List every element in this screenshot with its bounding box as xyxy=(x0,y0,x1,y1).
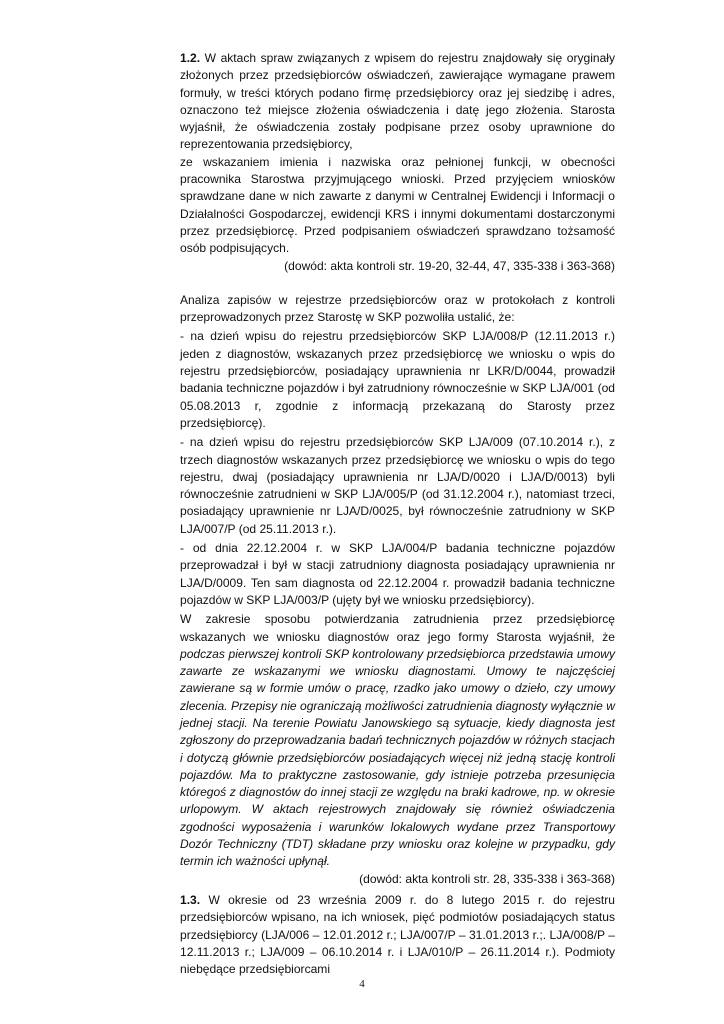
evidence-note: (dowód: akta kontroli str. 19-20, 32-44, 47, 335-338 i 363-368) xyxy=(284,258,615,273)
analysis-bullet: - na dzień wpisu do rejestru przedsiębiorców SKP LJA/009 (07.10.2014 r.), z trzech diagnostów wskazanych przez przedsiębiorcę we wniosku o wpis do tego rejestru, dwaj (posiadający uprawnienia nr LJA/D/0020 i LJA/D/0013) byli równocześnie zatrudnieni w SKP LJA/005/P (od 31.12.2004 r.), natomiast trzeci, posiadający uprawnienie nr LJA/D/0025, był równocześnie zatrudniony w SKP LJA/007/P (od 25.11.2013 r.). xyxy=(180,435,615,536)
section-1-2-continuation: ze wskazaniem imienia i nazwiska oraz pełnionej funkcji, w obecności pracownika Starostwa przyjmującego wnioski. Przed przyjęciem wniosków sprawdzane dane w nich zawarte z danymi w Centralnej Ewidencji i Informacji o Działalności Gospodarczej, ewidencji KRS i innymi dokumentami dostarczonymi przez przedsiębiorcę. Przed podpisaniem oświadczeń sprawdzano tożsamość osób podpisujących. xyxy=(180,154,615,256)
analysis-bullet: - na dzień wpisu do rejestru przedsiębiorców SKP LJA/008/P (12.11.2013 r.) jeden z diagnostów, wskazanych przez przedsiębiorcę we wniosku o wpis do rejestru przedsiębiorców, posiadający uprawnienia nr LKR/D/0044, prowadził badania techniczne pojazdów i był zatrudniony równocześnie w SKP LJA/001 (od 05.08.2013 r, zgodnie z informacją przekazaną do Starosty przez przedsiębiorcę). xyxy=(180,329,615,430)
section-1-3-paragraph xyxy=(180,892,615,978)
starosta-quote: podczas pierwszej kontroli SKP kontrolowany przedsiębiorca przedstawia umowy zawarte ze wskazanymi we wniosku diagnostami. Umowy te najczęściej zawierane są w formie umów o pracę, rzadko jako umowy o dzieło, czy umowy zlecenia. Przepisy nie ograniczają możliwości zatrudnienia diagnosty wyłącznie w jednej stacji. Na terenie Powiatu Janowskiego są sytuacje, kiedy diagnosta jest zgłoszony do przeprowadzania badań technicznych pojazdów w różnych stacjach i dotyczą głównie przedsiębiorców posiadających więcej niż jedną stację kontroli pojazdów. Ma to praktyczne zastosowanie, gdy istnieje potrzeba przesunięcia któregoś z diagnostów do innej stacji ze względu na braki kadrowe, np. w okresie urlopowym. W aktach rejestrowych znajdowały się również oświadczenia zgodności wyposażenia i warunków lokalowych wydane przez Transportowy Dozór Techniczny (TDT) składane przy wniosku oraz kolejne w przypadku, gdy termin ich ważności upłynął. xyxy=(180,646,615,869)
section-number: 1.2. xyxy=(180,51,201,65)
section-text: W aktach spraw związanych z wpisem do rejestru znajdowały się oryginały złożonych przez przedsiębiorców oświadczeń, zawierające wymagane prawem formuły, w treści których podano firmę przedsiębiorcy oraz jej siedzibę i adres, oznaczono też miejsce złożenia oświadczenia i datę jego złożenia. Starosta wyjaśnił, że oświadczenia zostały podpisane przez osoby uprawnione do reprezentowania przedsiębiorcy, xyxy=(180,51,615,152)
section-number: 1.3. xyxy=(180,892,201,907)
page-content xyxy=(180,50,615,978)
evidence-note: (dowód: akta kontroli str. 28, 335-338 i 363-368) xyxy=(359,871,615,886)
section-text: W okresie od 23 września 2009 r. do 8 lutego 2015 r. do rejestru przedsiębiorców wpisano, na ich wniosek, pięć podmiotów posiadających status przedsiębiorcy (LJA/006 – 12.01.2012 r.; LJA/007/P – 31.01.2013 r.;. LJA/008/P – 12.11.2013 r.; LJA/009 – 06.10.2014 r. i LJA/010/P – 26.11.2014 r.). Podmioty niebędące przedsiębiorcami xyxy=(180,892,615,977)
employment-text: W zakresie sposobu potwierdzania zatrudnienia przez przedsiębiorcę wskazanych we wniosku diagnostów oraz jego formy Starosta wyjaśnił, że xyxy=(180,612,615,644)
paragraph-gap xyxy=(180,275,615,292)
analysis-bullet: - od dnia 22.12.2004 r. w SKP LJA/004/P badania techniczne pojazdów przeprowadzał i był w stacji zatrudniony diagnosta posiadający uprawnienia nr LJA/D/0009. Ten sam diagnosta od 22.12.2004 r. prowadził badania techniczne pojazdów w SKP LJA/003/P (ujęty był we wniosku przedsiębiorcy). xyxy=(180,541,615,607)
page-number: 4 xyxy=(359,978,365,990)
section-1-2-paragraph xyxy=(180,50,615,154)
employment-paragraph xyxy=(180,611,615,870)
analysis-intro: Analiza zapisów w rejestrze przedsiębiorców oraz w protokołach z kontroli przeprowadzonych przez Starostę w SKP pozwoliła ustalić, że: xyxy=(180,292,615,325)
